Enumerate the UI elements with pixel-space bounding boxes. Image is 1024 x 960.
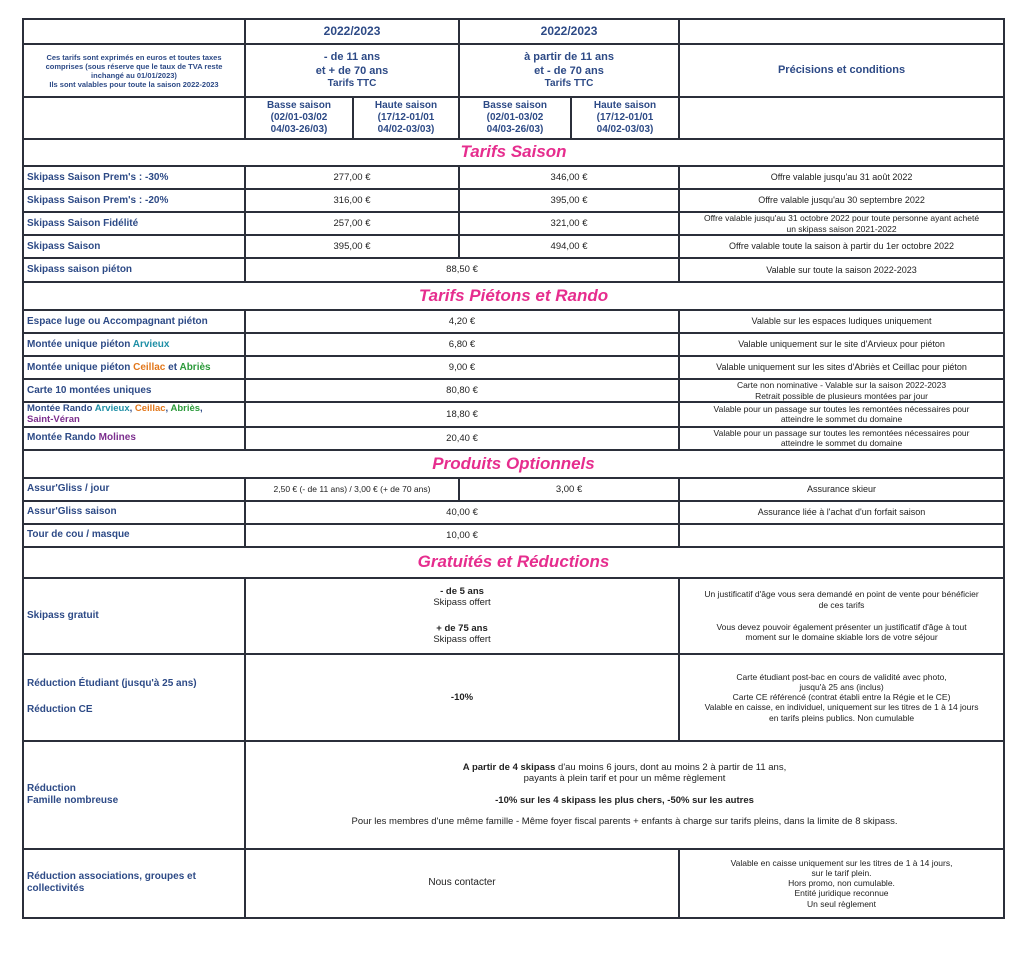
category-adult — [459, 44, 679, 97]
row-label: Skipass Saison — [23, 235, 245, 258]
tax-note-line: comprises (sous réserve que le taux de TVA reste — [45, 61, 223, 71]
condition-cell: Offre valable jusqu'au 31 août 2022 — [679, 166, 1004, 189]
section-header-options — [23, 450, 1004, 478]
period-line: Haute saison — [374, 100, 438, 111]
row-label-text: Montée Rando — [27, 432, 96, 444]
table-row — [23, 578, 1004, 654]
pricing-document — [22, 18, 1005, 919]
period-line: (17/12-01/01 — [596, 112, 654, 123]
condition-cell — [679, 379, 1004, 402]
price-cell: 395,00 € — [459, 189, 679, 212]
row-label: Skipass saison piéton — [23, 258, 245, 282]
conditions-title: Précisions et conditions — [679, 44, 1004, 97]
spacer — [248, 609, 676, 623]
offer-line: Skipass offert — [433, 634, 491, 646]
condition-cell: Valable uniquement sur les sites d'Abriès et Ceillac pour piéton — [679, 356, 1004, 379]
row-label: Skipass Saison Fidélité — [23, 212, 245, 235]
row-label: Espace luge ou Accompagnant piéton — [23, 310, 245, 333]
site-molines: Molines — [98, 432, 136, 444]
table-row — [23, 478, 1004, 501]
condition-line: Hors promo, non cumulable. — [788, 878, 895, 889]
table-row — [23, 741, 1004, 849]
price-cell: Nous contacter — [245, 849, 679, 918]
row-label-text: Réduction — [27, 782, 76, 794]
tax-note-line: inchangé au 01/01/2023) — [91, 70, 177, 80]
spacer — [248, 806, 1001, 816]
price-cell: 18,80 € — [245, 402, 679, 427]
period-basse-a — [245, 97, 353, 139]
condition-line: Entité juridique reconnue — [794, 888, 889, 899]
section-title: Tarifs Piétons et Rando — [23, 282, 1004, 310]
site-ceillac: Ceillac — [133, 361, 166, 373]
price-cell: 6,80 € — [245, 333, 679, 356]
condition-line: Valable en caisse uniquement sur les titres de 1 à 14 jours, — [730, 857, 953, 868]
pricing-table — [22, 18, 1005, 919]
header-empty-cell — [23, 97, 245, 139]
row-label — [23, 333, 245, 356]
header-season-row — [23, 19, 1004, 44]
offer-line: Skipass offert — [433, 597, 491, 609]
table-row — [23, 654, 1004, 741]
row-label-text: Réduction CE — [27, 704, 93, 716]
site-arvieux: Arvieux — [94, 403, 130, 414]
row-label: Assur'Gliss / jour — [23, 478, 245, 501]
condition-line: atteindre le sommet du domaine — [780, 414, 903, 425]
condition-line: un skipass saison 2021-2022 — [786, 223, 897, 234]
condition-cell — [679, 578, 1004, 654]
site-saint-veran: Saint-Véran — [27, 414, 80, 426]
condition-line: atteindre le sommet du domaine — [780, 438, 903, 449]
price-cell: 88,50 € — [245, 258, 679, 282]
condition-line: Valable pour un passage sur toutes les remontées nécessaires pour — [713, 404, 970, 415]
condition-line: Valable pour un passage sur toutes les remontées nécessaires pour — [713, 428, 970, 439]
season-a-title: 2022/2023 — [245, 19, 459, 44]
section-title: Tarifs Saison — [23, 139, 1004, 166]
row-label: Skipass gratuit — [23, 578, 245, 654]
condition-cell — [679, 654, 1004, 741]
site-ceillac: Ceillac — [134, 403, 166, 414]
condition-cell: Assurance liée à l'achat d'un forfait saison — [679, 501, 1004, 524]
condition-cell — [679, 524, 1004, 547]
period-line: Haute saison — [593, 100, 657, 111]
header-category-row — [23, 44, 1004, 97]
period-haute-b — [571, 97, 679, 139]
table-row — [23, 310, 1004, 333]
family-line: Pour les membres d'une même famille - Même foyer fiscal parents + enfants à charge sur tarifs pleins, dans la limite de 8 skipass. — [351, 816, 898, 828]
price-cell: 80,80 € — [245, 379, 679, 402]
condition-line: Carte non nominative - Valable sur la saison 2022-2023 — [736, 380, 947, 391]
condition-cell — [679, 849, 1004, 918]
price-cell: 257,00 € — [245, 212, 459, 235]
period-line: 04/03-26/03) — [270, 124, 328, 135]
price-cell: 2,50 € (- de 11 ans) / 3,00 € (+ de 70 ans) — [245, 478, 459, 501]
row-label-text: collectivités — [27, 883, 85, 895]
condition-cell: Valable sur toute la saison 2022-2023 — [679, 258, 1004, 282]
period-line: 04/02-03/03) — [596, 124, 654, 135]
tax-note-line: Ces tarifs sont exprimés en euros et toutes taxes — [46, 52, 222, 62]
row-label: Skipass Saison Prem's : -30% — [23, 166, 245, 189]
table-row — [23, 427, 1004, 450]
period-line: 04/03-26/03) — [486, 124, 544, 135]
tax-note — [23, 44, 245, 97]
price-cell: 346,00 € — [459, 166, 679, 189]
section-header-gratuites — [23, 547, 1004, 578]
table-row — [23, 379, 1004, 402]
condition-line: Valable en caisse, en individuel, uniquement sur les titres de 1 à 14 jours — [704, 702, 979, 713]
category-young-old — [245, 44, 459, 97]
family-bold: A partir de 4 skipass — [462, 762, 556, 773]
price-cell: 10,00 € — [245, 524, 679, 547]
condition-line: Carte étudiant post-bac en cours de validité avec photo, — [736, 671, 947, 682]
condition-cell: Offre valable toute la saison à partir du 1er octobre 2022 — [679, 235, 1004, 258]
condition-cell: Valable uniquement sur le site d'Arvieux pour piéton — [679, 333, 1004, 356]
price-cell: 395,00 € — [245, 235, 459, 258]
condition-cell — [679, 427, 1004, 450]
table-row — [23, 402, 1004, 427]
table-row — [23, 235, 1004, 258]
age-line: + de 75 ans — [436, 622, 488, 634]
spacer — [27, 690, 242, 704]
price-cell: 316,00 € — [245, 189, 459, 212]
price-cell: -10% — [245, 654, 679, 741]
site-abries: Abriès — [179, 361, 211, 373]
site-abries: Abriès — [170, 403, 201, 414]
site-arvieux: Arvieux — [132, 338, 170, 350]
period-line: Basse saison — [483, 100, 547, 111]
header-empty-cell — [679, 19, 1004, 44]
row-label-text: Réduction Étudiant (jusqu'à 25 ans) — [27, 678, 197, 690]
row-label-text: Montée Rando — [27, 403, 93, 414]
age-line: - de 5 ans — [440, 586, 484, 597]
price-cell: 4,20 € — [245, 310, 679, 333]
period-line: (02/01-03/02 — [270, 112, 328, 123]
season-b-title: 2022/2023 — [459, 19, 679, 44]
category-line: Tarifs TTC — [327, 77, 377, 89]
tax-note-line: Ils sont valables pour toute la saison 2022-2023 — [49, 79, 219, 89]
spacer — [248, 785, 1001, 795]
condition-line: de ces tarifs — [818, 599, 865, 610]
condition-line: Offre valable jusqu'au 31 octobre 2022 pour toute personne ayant acheté — [703, 213, 980, 224]
section-header-saison — [23, 139, 1004, 166]
spacer — [682, 610, 1001, 622]
price-cell: 494,00 € — [459, 235, 679, 258]
condition-line: Un justificatif d'âge vous sera demandé en point de vente pour bénéficier — [704, 589, 979, 600]
category-line: Tarifs TTC — [544, 77, 594, 89]
category-line: et + de 70 ans — [315, 64, 389, 77]
table-row — [23, 501, 1004, 524]
condition-cell: Assurance skieur — [679, 478, 1004, 501]
price-cell: 277,00 € — [245, 166, 459, 189]
condition-line: Carte CE référencé (contrat établi entre la Régie et le CE) — [732, 692, 951, 703]
row-label — [23, 654, 245, 741]
condition-cell — [679, 402, 1004, 427]
row-label — [23, 849, 245, 918]
table-row — [23, 849, 1004, 918]
row-label: Carte 10 montées uniques — [23, 379, 245, 402]
family-discount: -10% sur les 4 skipass les plus chers, -50% sur les autres — [495, 794, 754, 806]
header-period-row — [23, 97, 1004, 139]
price-cell: 321,00 € — [459, 212, 679, 235]
period-line: 04/02-03/03) — [377, 124, 435, 135]
section-title: Produits Optionnels — [23, 450, 1004, 478]
row-label: Tour de cou / masque — [23, 524, 245, 547]
condition-cell: Offre valable jusqu'au 30 septembre 2022 — [679, 189, 1004, 212]
family-rest: d'au moins 6 jours, dont au moins 2 à partir de 11 ans, — [555, 762, 787, 773]
row-label — [23, 741, 245, 849]
condition-line: sur le tarif plein. — [811, 868, 872, 878]
table-row — [23, 258, 1004, 282]
row-label — [23, 356, 245, 379]
price-cell: 3,00 € — [459, 478, 679, 501]
condition-line: Un seul règlement — [807, 898, 877, 909]
row-label: Assur'Gliss saison — [23, 501, 245, 524]
row-label-text: Montée unique piéton — [27, 338, 131, 350]
header-empty-cell — [23, 19, 245, 44]
row-label — [23, 427, 245, 450]
section-title: Gratuités et Réductions — [23, 547, 1004, 578]
condition-line: Vous devez pouvoir également présenter un justificatif d'âge à tout — [716, 621, 967, 632]
period-haute-a — [353, 97, 459, 139]
family-discount-cell — [245, 741, 1004, 849]
condition-cell — [679, 212, 1004, 235]
table-row — [23, 524, 1004, 547]
row-label-text: Montée unique piéton — [27, 361, 131, 373]
condition-line: en tarifs pleins publics. Non cumulable — [769, 712, 915, 723]
table-row — [23, 333, 1004, 356]
family-line — [248, 762, 1001, 773]
price-cell — [245, 578, 679, 654]
price-cell: 40,00 € — [245, 501, 679, 524]
price-cell: 9,00 € — [245, 356, 679, 379]
table-row — [23, 356, 1004, 379]
row-label-text: Famille nombreuse — [27, 794, 119, 806]
condition-cell: Valable sur les espaces ludiques uniquement — [679, 310, 1004, 333]
category-line: - de 11 ans — [323, 51, 381, 64]
table-row — [23, 166, 1004, 189]
price-cell: 20,40 € — [245, 427, 679, 450]
conjunction: et — [168, 361, 178, 373]
category-line: et - de 70 ans — [534, 64, 604, 77]
condition-line: Retrait possible de plusieurs montées par jour — [755, 390, 928, 401]
period-line: Basse saison — [267, 100, 331, 111]
table-row — [23, 189, 1004, 212]
period-basse-b — [459, 97, 571, 139]
category-line: à partir de 11 ans — [524, 51, 614, 64]
row-label: Skipass Saison Prem's : -20% — [23, 189, 245, 212]
header-empty-cell — [679, 97, 1004, 139]
period-line: (02/01-03/02 — [486, 112, 544, 123]
family-line: payants à plein tarif et pour un même règlement — [523, 773, 726, 785]
condition-line: moment sur le domaine skiable lors de votre séjour — [745, 631, 938, 642]
section-header-pietons — [23, 282, 1004, 310]
table-row — [23, 212, 1004, 235]
period-line: (17/12-01/01 — [377, 112, 435, 123]
row-label-text: Réduction associations, groupes et — [27, 871, 196, 883]
row-label: Montée Rando Arvieux, Ceillac, Abriès, Saint-Véran — [23, 402, 245, 427]
condition-line: jusqu'à 25 ans (inclus) — [799, 682, 884, 692]
